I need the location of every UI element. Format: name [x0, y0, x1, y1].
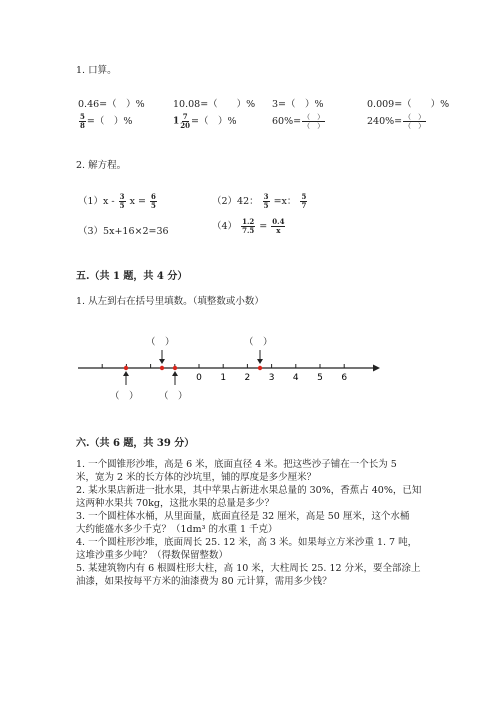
top-blank-1: （ ）: [146, 337, 175, 348]
tick-label: 2: [244, 373, 251, 383]
red-point: [160, 366, 164, 370]
q2-heading: 2. 解方程。: [76, 160, 127, 171]
fraction: $\frac{3}{5}$: [119, 192, 125, 210]
q1-item-4: 0.009=（ ）%: [367, 99, 450, 110]
number-line-tick-labels: [196, 373, 347, 383]
blank-fraction: $\frac{( )}{( )}$: [404, 113, 426, 130]
red-point: [173, 366, 177, 370]
q1-item-7: 60%= $\frac{( )}{( )}$: [272, 113, 325, 130]
fraction: $\frac{6}{5}$: [150, 192, 156, 210]
tick-label: 3: [268, 373, 275, 383]
equation-1: （1）x - $\frac{3}{5}$ x = $\frac{6}{5}$: [78, 192, 156, 210]
tick-label: 6: [341, 373, 348, 383]
tick-label: 1: [220, 373, 227, 383]
q1-item-2: 10.08=（ ）%: [173, 99, 256, 110]
q1-item-5: $\frac{5}{8}$ =（ ）%: [80, 112, 133, 130]
section-6-heading: 六.（共 6 题，共 39 分）: [76, 438, 195, 449]
equation-3: （3）5x+16×2=36: [78, 226, 169, 237]
tick-label: 0: [196, 373, 202, 383]
fraction: $\frac{5}{8}$: [80, 112, 85, 130]
problem-1: 1. 一个圆锥形沙堆，高是 6 米，底面直径 4 米。把这些沙子铺在一个长为 5 米，宽为 2 米的长方体的沙坑里，铺的厚度是多少厘米？: [76, 459, 397, 483]
section-5-heading: 五.（共 1 题，共 4 分）: [76, 271, 188, 282]
fraction: $\frac{0.4}{x}$: [272, 217, 285, 235]
red-point: [124, 366, 128, 370]
problem-2: 2. 某水果店新进一批水果，其中苹果占新进水果总量的 30%，香蕉占 40%，已知 这两种水果共 70kg，这批水果的总量是多少？: [76, 485, 422, 509]
bottom-blank-2: （ ）: [159, 391, 188, 402]
section-5-question: 1. 从左到右在括号里填数。（填整数或小数）: [76, 296, 264, 307]
fraction: $\frac{7}{20}$: [180, 112, 191, 130]
q1-item-3: 3=（ ）%: [272, 99, 324, 110]
tick-label: 4: [292, 373, 299, 383]
q1-item-6: 1 $\frac{7}{20}$ =（ ）%: [173, 112, 237, 130]
red-point: [258, 366, 262, 370]
fraction: $\frac{1.2}{7.5}$: [242, 217, 255, 235]
fraction: $\frac{3}{5}$: [263, 192, 269, 210]
bottom-blank-1: （ ）: [110, 391, 139, 402]
problem-4: 4. 一个圆柱形沙堆，底面周长 25. 12 米，高 3 米。如果每立方米沙重 1. 7 吨， 这堆沙重多少吨？（得数保留整数）: [76, 537, 418, 561]
top-blank-2: （ ）: [244, 337, 273, 348]
tick-label: 5: [317, 373, 323, 383]
equation-2: （2）42： $\frac{3}{5}$ =x： $\frac{5}{7}$: [212, 192, 307, 210]
q1-item-8: 240%= $\frac{( )}{( )}$: [367, 113, 426, 130]
problem-3: 3. 一个圆柱体水桶，从里面量，底面直径是 32 厘米，高是 50 厘米，这个水桶 大约能盛水多少千克？（1dm³ 的水重 1 千克）: [76, 511, 410, 535]
fraction: $\frac{5}{7}$: [301, 192, 307, 210]
q1-item-1: 0.46=（ ）%: [78, 99, 145, 110]
arrowhead-icon: [373, 365, 380, 372]
equation-4: （4） $\frac{1.2}{7.5}$ = $\frac{0.4}{x}$: [212, 217, 285, 235]
q1-heading: 1. 口算。: [76, 65, 117, 76]
problem-5: 5. 某建筑物内有 6 根圆柱形大柱，高 10 米，大柱周长 25. 12 分米，要全部涂上 油漆，如果按每平方米的油漆费为 80 元计算，需用多少钱？: [76, 563, 421, 587]
blank-fraction: $\frac{( )}{( )}$: [303, 113, 325, 130]
